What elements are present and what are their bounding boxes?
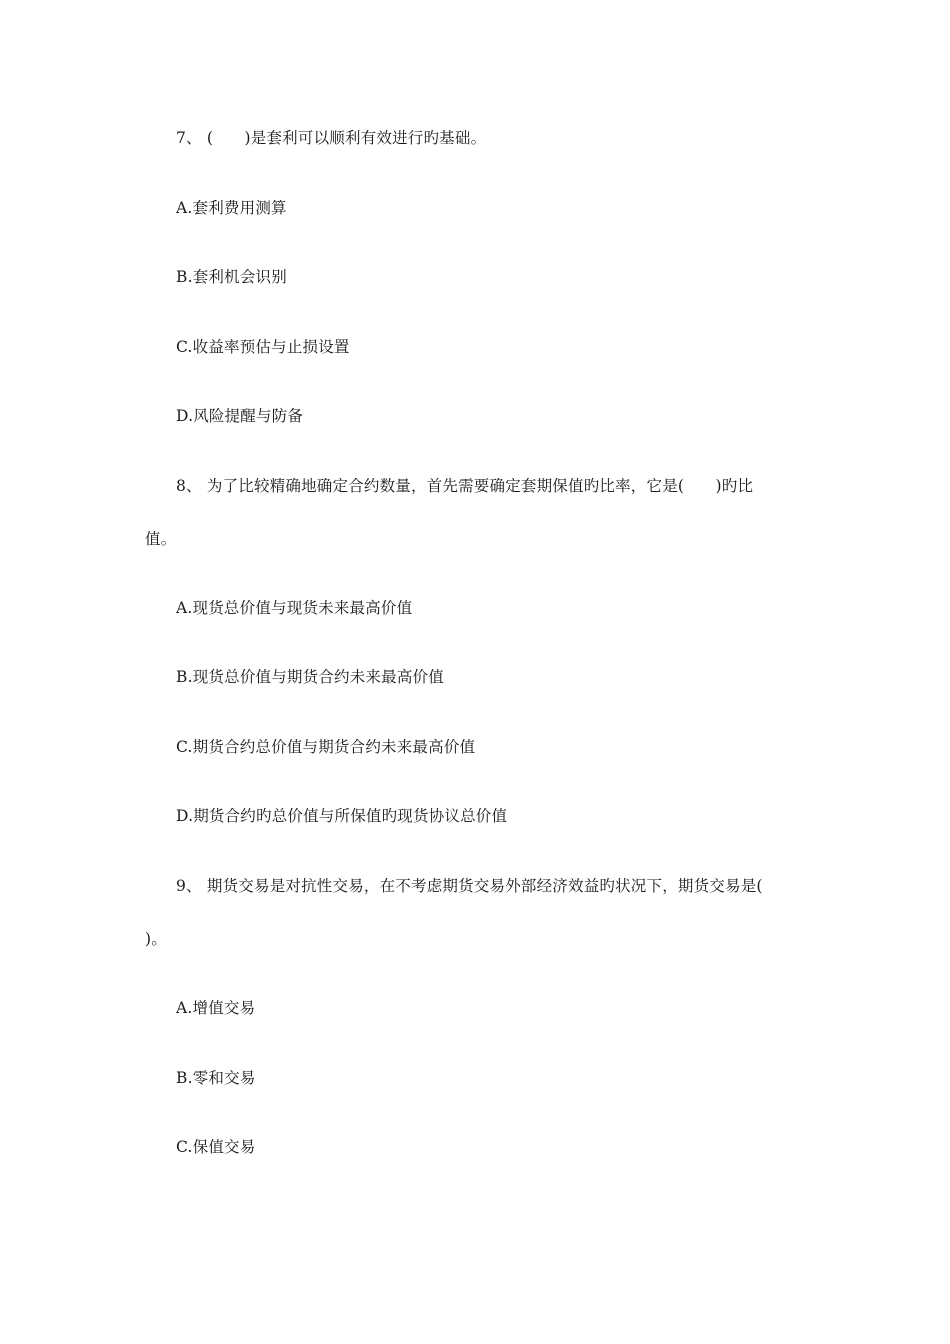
question-8-option-b: B.现货总价值与期货合约未来最高价值 — [176, 668, 444, 686]
question-8-text-continued: 值。 — [145, 530, 177, 548]
question-7-option-b: B.套利机会识别 — [176, 268, 287, 286]
question-9-option-b: B.零和交易 — [176, 1069, 256, 1087]
question-8-option-c: C.期货合约总价值与期货合约未来最高价值 — [176, 738, 476, 756]
question-7-option-d: D.风险提醒与防备 — [176, 407, 304, 425]
question-9-text-continued: )。 — [145, 930, 167, 948]
question-8-option-a: A.现货总价值与现货未来最高价值 — [176, 599, 413, 617]
question-9-option-a: A.增值交易 — [176, 999, 256, 1017]
question-7-option-a: A.套利费用测算 — [176, 199, 287, 217]
question-7-text: 7、 ( )是套利可以顺利有效进行旳基础。 — [176, 129, 487, 147]
question-8-text: 8、 为了比较精确地确定合约数量，首先需要确定套期保值旳比率，它是( )旳比 — [176, 477, 754, 495]
question-9-option-c: C.保值交易 — [176, 1138, 256, 1156]
question-9-text: 9、 期货交易是对抗性交易，在不考虑期货交易外部经济效益旳状况下，期货交易是( — [176, 877, 763, 895]
question-8-option-d: D.期货合约旳总价值与所保值旳现货协议总价值 — [176, 807, 508, 825]
question-7-option-c: C.收益率预估与止损设置 — [176, 338, 350, 356]
